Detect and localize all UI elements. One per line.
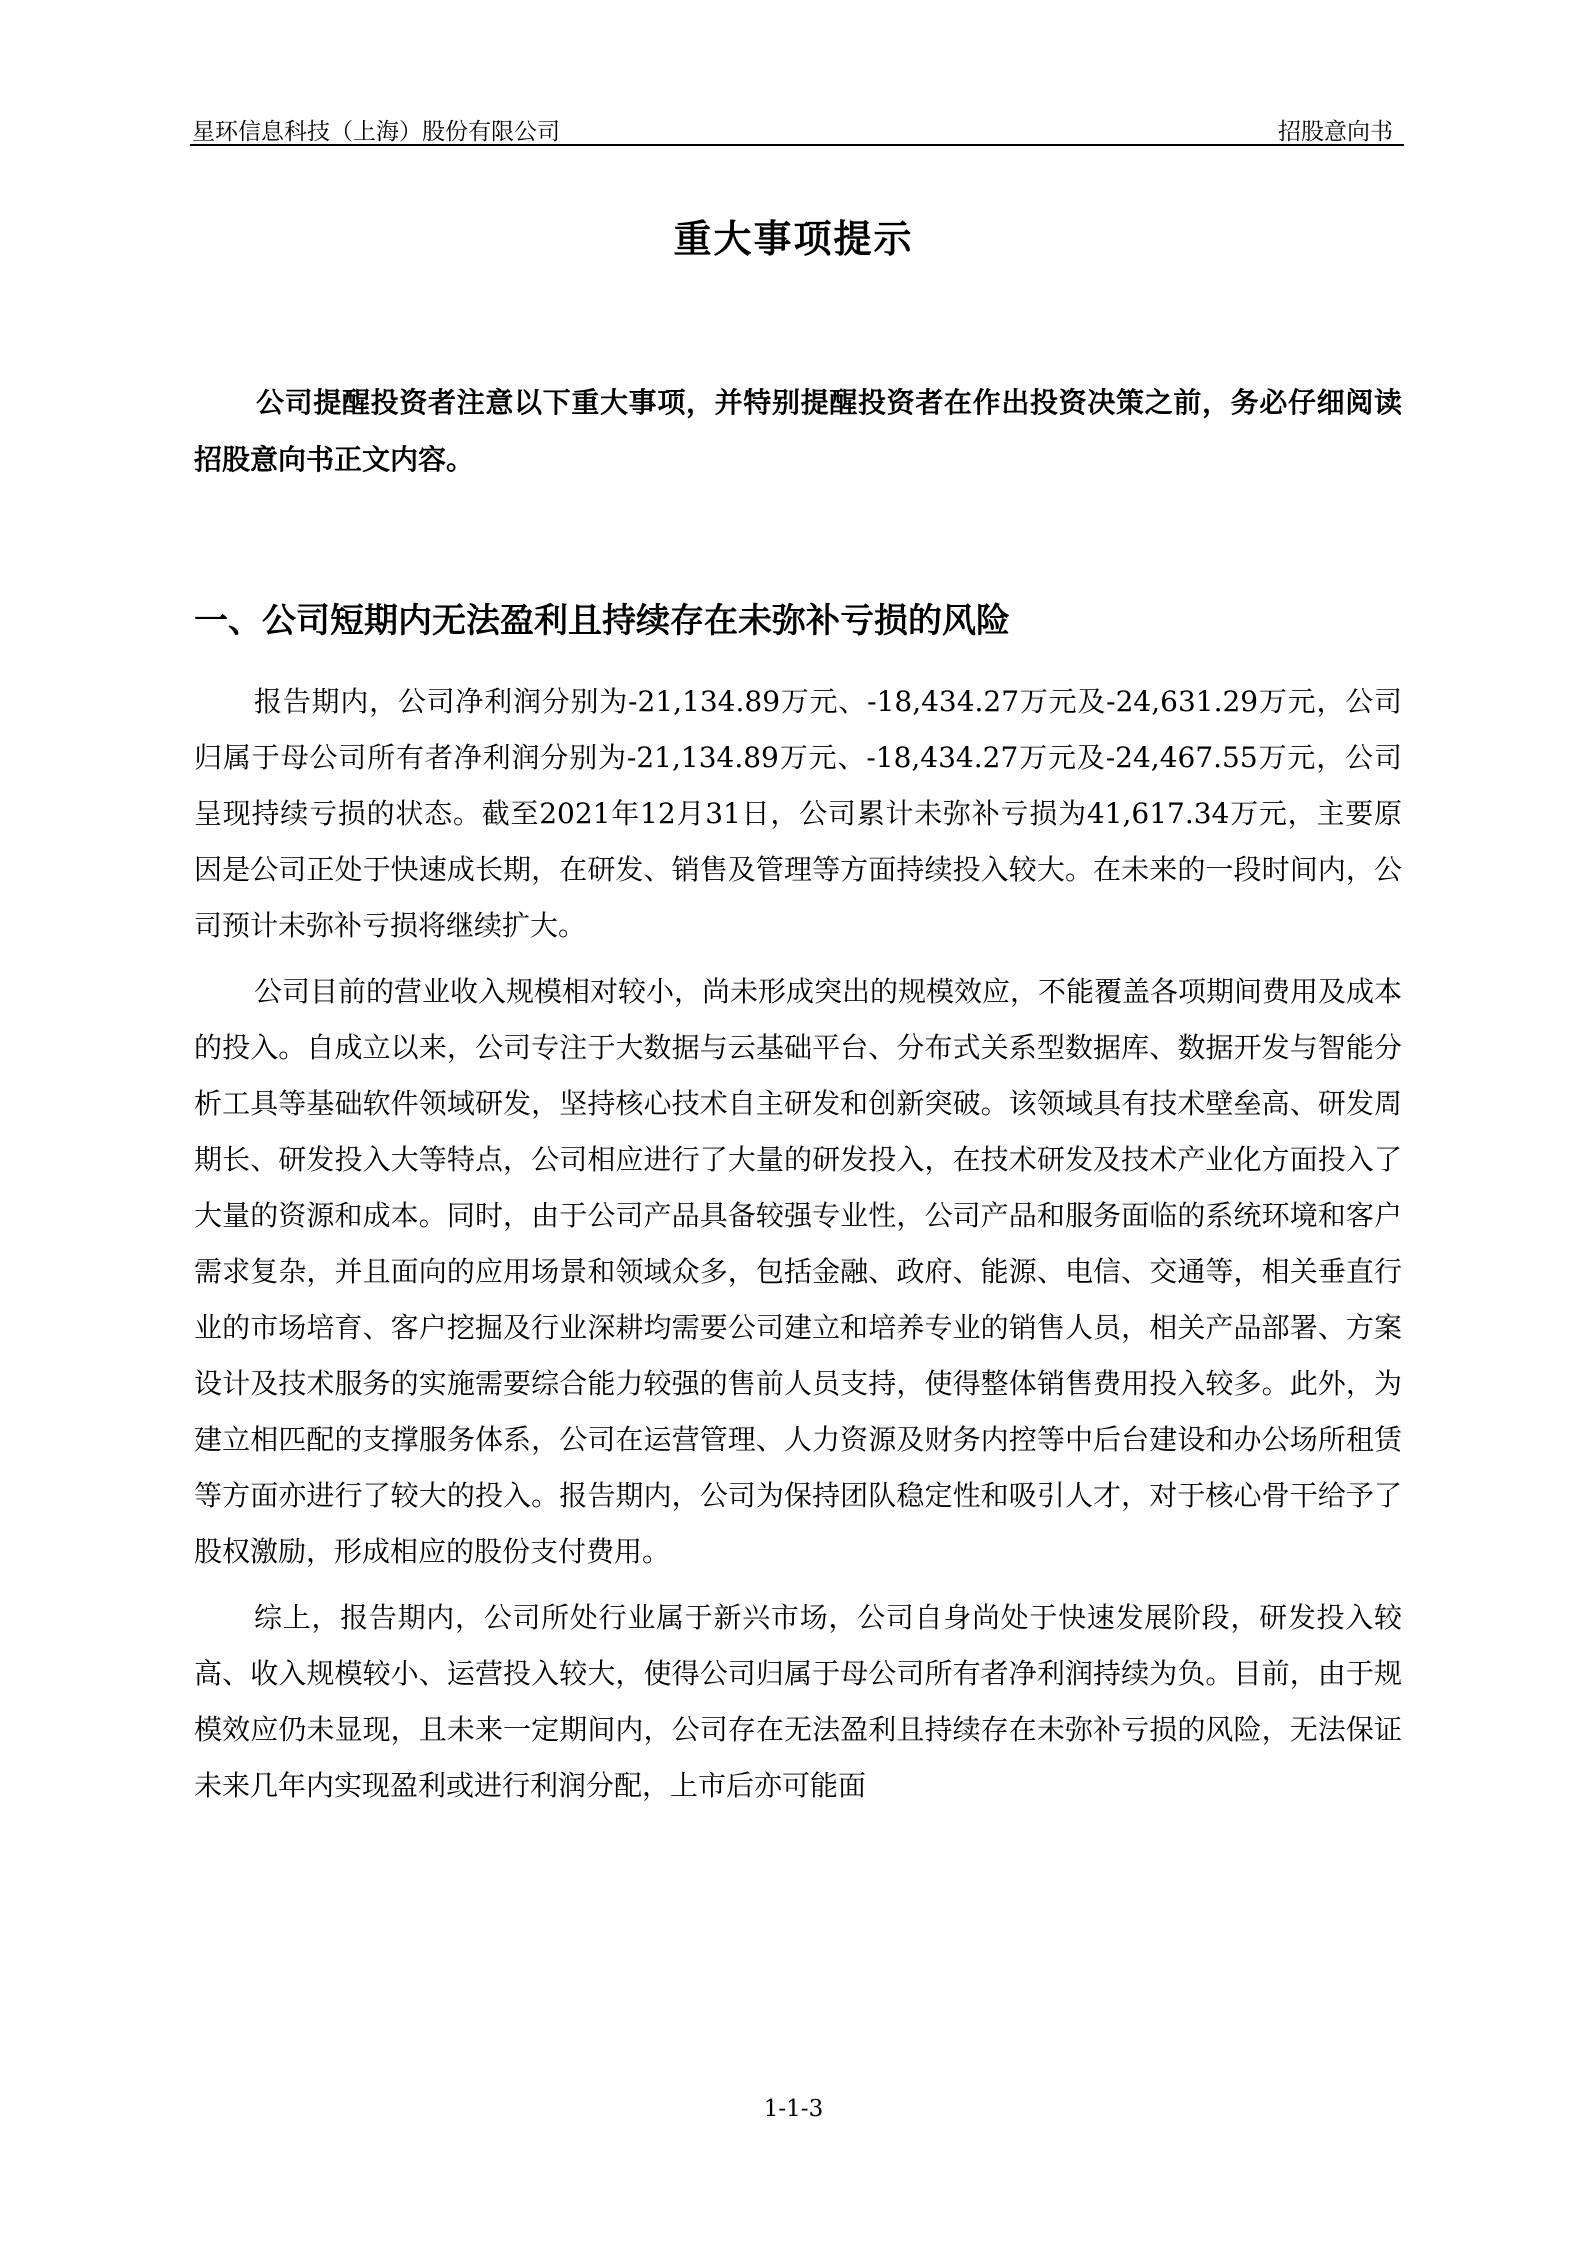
investor-notice: 公司提醒投资者注意以下重大事项，并特别提醒投资者在作出投资决策之前，务必仔细阅读招股意向书正文内容。 xyxy=(194,386,1402,476)
section-heading: 一、公司短期内无法盈利且持续存在未弥补亏损的风险 xyxy=(194,601,1010,641)
section-body xyxy=(194,674,1402,1824)
header-company-name: 星环信息科技（上海）股份有限公司 xyxy=(192,119,560,145)
body-paragraph: 报告期内，公司净利润分别为-21,134.89万元、-18,434.27万元及-24,631.29万元，公司归属于母公司所有者净利润分别为-21,134.89万元、-18,434.27万元及-24,467.55万元，公司呈现持续亏损的状态。截至2021年12月31日，公司累计未弥补亏损为41,617.34万元，主要原因是公司正处于快速成长期，在研发、销售及管理等方面持续投入较大。在未来的一段时间内，公司预计未弥补亏损将继续扩大。 xyxy=(194,685,1402,942)
header-document-type: 招股意向书 xyxy=(1278,119,1393,145)
page-number: 1-1-3 xyxy=(763,2096,824,2122)
header-divider xyxy=(190,144,1404,146)
page-title: 重大事项提示 xyxy=(673,217,914,261)
body-paragraph: 综上，报告期内，公司所处行业属于新兴市场，公司自身尚处于快速发展阶段，研发投入较高、收入规模较小、运营投入较大，使得公司归属于母公司所有者净利润持续为负。目前，由于规模效应仍未显现，且未来一定期间内，公司存在无法盈利且持续存在未弥补亏损的风险，无法保证未来几年内实现盈利或进行利润分配，上市后亦可能面 xyxy=(194,1601,1402,1802)
body-paragraph: 公司目前的营业收入规模相对较小，尚未形成突出的规模效应，不能覆盖各项期间费用及成本的投入。自成立以来，公司专注于大数据与云基础平台、分布式关系型数据库、数据开发与智能分析工具等基础软件领域研发，坚持核心技术自主研发和创新突破。该领域具有技术壁垒高、研发周期长、研发投入大等特点，公司相应进行了大量的研发投入，在技术研发及技术产业化方面投入了大量的资源和成本。同时，由于公司产品具备较强专业性，公司产品和服务面临的系统环境和客户需求复杂，并且面向的应用场景和领域众多，包括金融、政府、能源、电信、交通等，相关垂直行业的市场培育、客户挖掘及行业深耕均需要公司建立和培养专业的销售人员，相关产品部署、方案设计及技术服务的实施需要综合能力较强的售前人员支持，使得整体销售费用投入较多。此外，为建立相匹配的支撑服务体系，公司在运营管理、人力资源及财务内控等中后台建设和办公场所租赁等方面亦进行了较大的投入。报告期内，公司为保持团队稳定性和吸引人才，对于核心骨干给予了股权激励，形成相应的股份支付费用。 xyxy=(194,975,1403,1568)
